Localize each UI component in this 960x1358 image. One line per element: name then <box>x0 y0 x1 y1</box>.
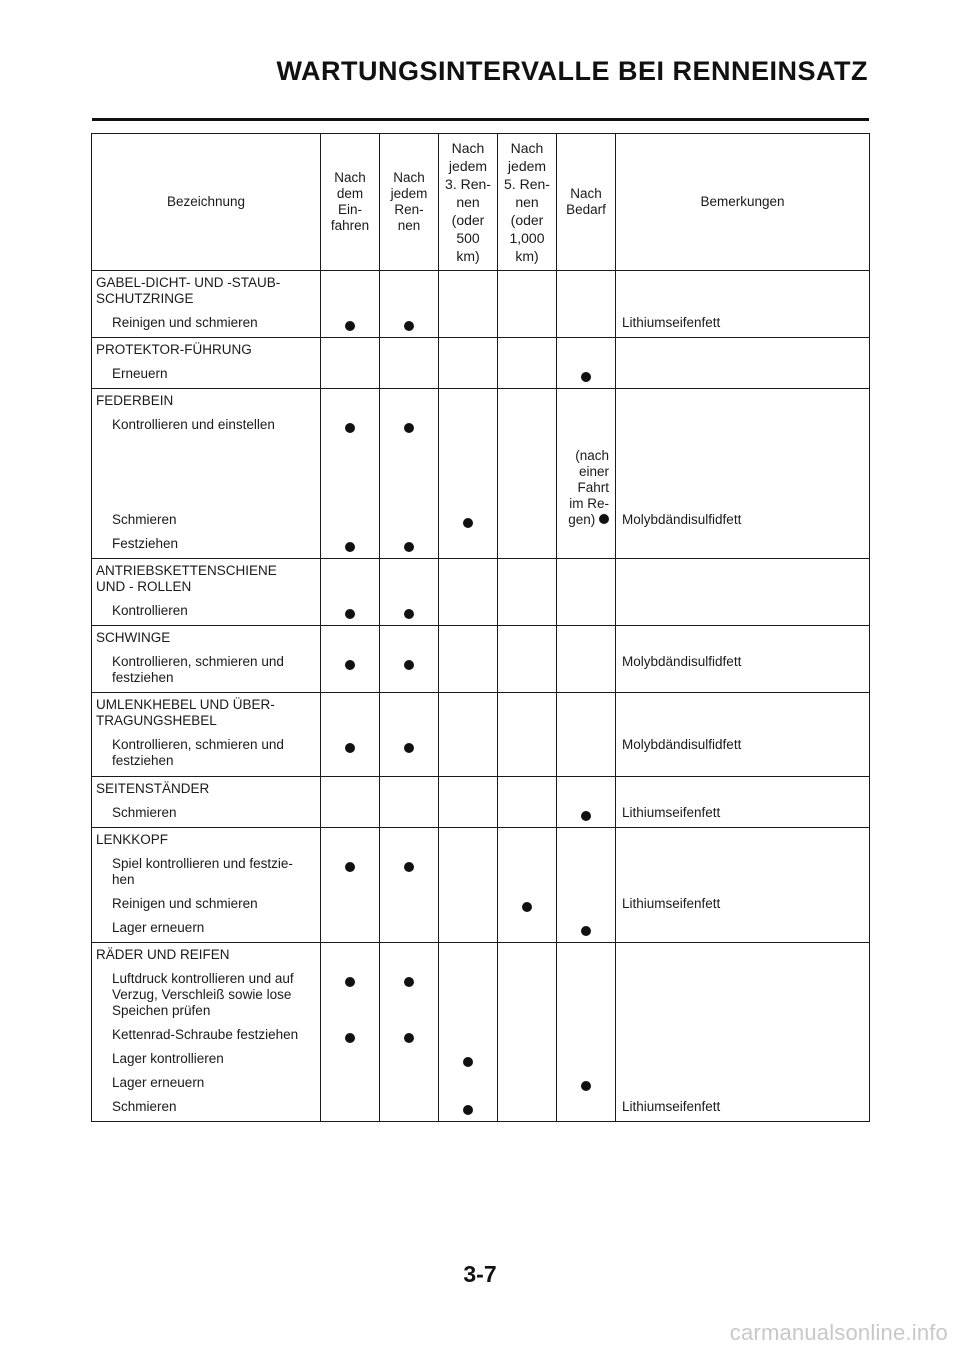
filled-circle-icon <box>404 743 414 753</box>
header-nach-3-rennen: Nach jedem 3. Ren- nen (oder 500 km) <box>439 134 498 271</box>
category-label: FEDERBEIN <box>96 393 174 408</box>
task-label: Kontrollieren <box>112 603 188 618</box>
task-label: Kettenrad-Schraube festziehen <box>112 1027 299 1042</box>
filled-circle-icon <box>463 1105 473 1115</box>
filled-circle-icon <box>404 321 414 331</box>
category-label: UMLENKHEBEL UND ÜBER- <box>96 697 275 712</box>
table-row <box>92 943 870 1122</box>
task-label: Spiel kontrollieren und festzie- hen <box>112 856 293 887</box>
filled-circle-icon <box>581 926 591 936</box>
remark-label: Lithiumseifenfett <box>622 896 721 911</box>
task-label: Kontrollieren und einstellen <box>112 417 275 432</box>
header-nach-5-rennen: Nach jedem 5. Ren- nen (oder 1,000 km) <box>498 134 557 271</box>
task-label: Lager erneuern <box>112 920 205 935</box>
page-number: 3-7 <box>463 1261 497 1287</box>
header-bemerkungen: Bemerkungen <box>616 134 870 271</box>
task-label: Schmieren <box>112 1099 177 1114</box>
rain-note: (nach einer Fahrt im Re- gen) <box>568 448 609 527</box>
table-row <box>92 777 870 828</box>
category-label: SEITENSTÄNDER <box>96 781 210 796</box>
remark-label: Lithiumseifenfett <box>622 1099 721 1114</box>
task-label: Kontrollieren, schmieren und festziehen <box>112 737 284 768</box>
table-row <box>92 338 870 389</box>
category-label: UND - ROLLEN <box>96 579 192 594</box>
category-label: TRAGUNGSHEBEL <box>96 713 217 728</box>
filled-circle-icon <box>463 518 473 528</box>
filled-circle-icon <box>581 372 591 382</box>
table-header-row <box>92 134 870 271</box>
filled-circle-icon <box>345 977 355 987</box>
remark-label: Molybdändisulfidfett <box>622 737 742 752</box>
filled-circle-icon <box>345 1033 355 1043</box>
filled-circle-icon <box>522 902 532 912</box>
filled-circle-icon <box>404 1033 414 1043</box>
filled-circle-icon <box>404 542 414 552</box>
task-label: Lager kontrollieren <box>112 1051 224 1066</box>
task-label: Reinigen und schmieren <box>112 896 258 911</box>
table-row <box>92 693 870 777</box>
task-label: Luftdruck kontrollieren und auf Verzug, Verschleiß sowie lose Speichen prüfen <box>112 971 294 1018</box>
page-title: WARTUNGSINTERVALLE BEI RENNEINSATZ <box>276 56 868 86</box>
filled-circle-icon <box>599 514 609 524</box>
filled-circle-icon <box>463 1057 473 1067</box>
filled-circle-icon <box>404 609 414 619</box>
filled-circle-icon <box>345 423 355 433</box>
task-label: Lager erneuern <box>112 1075 205 1090</box>
table-row <box>92 389 870 559</box>
watermark: carmanualsonline.info <box>729 1320 948 1345</box>
remark-label: Molybdändisulfidfett <box>622 654 742 669</box>
table-row <box>92 626 870 693</box>
task-label: Schmieren <box>112 512 177 527</box>
filled-circle-icon <box>345 660 355 670</box>
table-row <box>92 271 870 338</box>
filled-circle-icon <box>404 977 414 987</box>
filled-circle-icon <box>345 609 355 619</box>
category-label: GABEL-DICHT- UND -STAUB- <box>96 275 281 290</box>
remark-label: Molybdändisulfidfett <box>622 512 742 527</box>
table-row <box>92 559 870 626</box>
category-label: RÄDER UND REIFEN <box>96 947 230 962</box>
category-label: LENKKOPF <box>96 832 169 847</box>
filled-circle-icon <box>345 542 355 552</box>
filled-circle-icon <box>581 1081 591 1091</box>
task-label: Erneuern <box>112 366 168 381</box>
task-label: Schmieren <box>112 805 177 820</box>
filled-circle-icon <box>345 743 355 753</box>
filled-circle-icon <box>404 660 414 670</box>
header-bezeichnung: Bezeichnung <box>92 134 321 271</box>
category-label: PROTEKTOR-FÜHRUNG <box>96 342 252 357</box>
task-label: Reinigen und schmieren <box>112 315 258 330</box>
filled-circle-icon <box>581 811 591 821</box>
table-row <box>92 828 870 943</box>
header-nach-einfahren: Nach dem Ein- fahren <box>321 134 380 271</box>
task-label: Kontrollieren, schmieren und festziehen <box>112 654 284 685</box>
category-label: SCHUTZRINGE <box>96 291 194 306</box>
filled-circle-icon <box>404 862 414 872</box>
title-divider <box>92 118 869 121</box>
filled-circle-icon <box>345 321 355 331</box>
remark-label: Lithiumseifenfett <box>622 315 721 330</box>
category-label: SCHWINGE <box>96 630 171 645</box>
filled-circle-icon <box>404 423 414 433</box>
category-label: ANTRIEBSKETTENSCHIENE <box>96 563 277 578</box>
header-nach-jedem-rennen: Nach jedem Ren- nen <box>380 134 439 271</box>
filled-circle-icon <box>345 862 355 872</box>
maintenance-table <box>91 133 870 1122</box>
remark-label: Lithiumseifenfett <box>622 805 721 820</box>
task-label: Festziehen <box>112 536 179 551</box>
header-nach-bedarf: Nach Bedarf <box>557 134 616 271</box>
